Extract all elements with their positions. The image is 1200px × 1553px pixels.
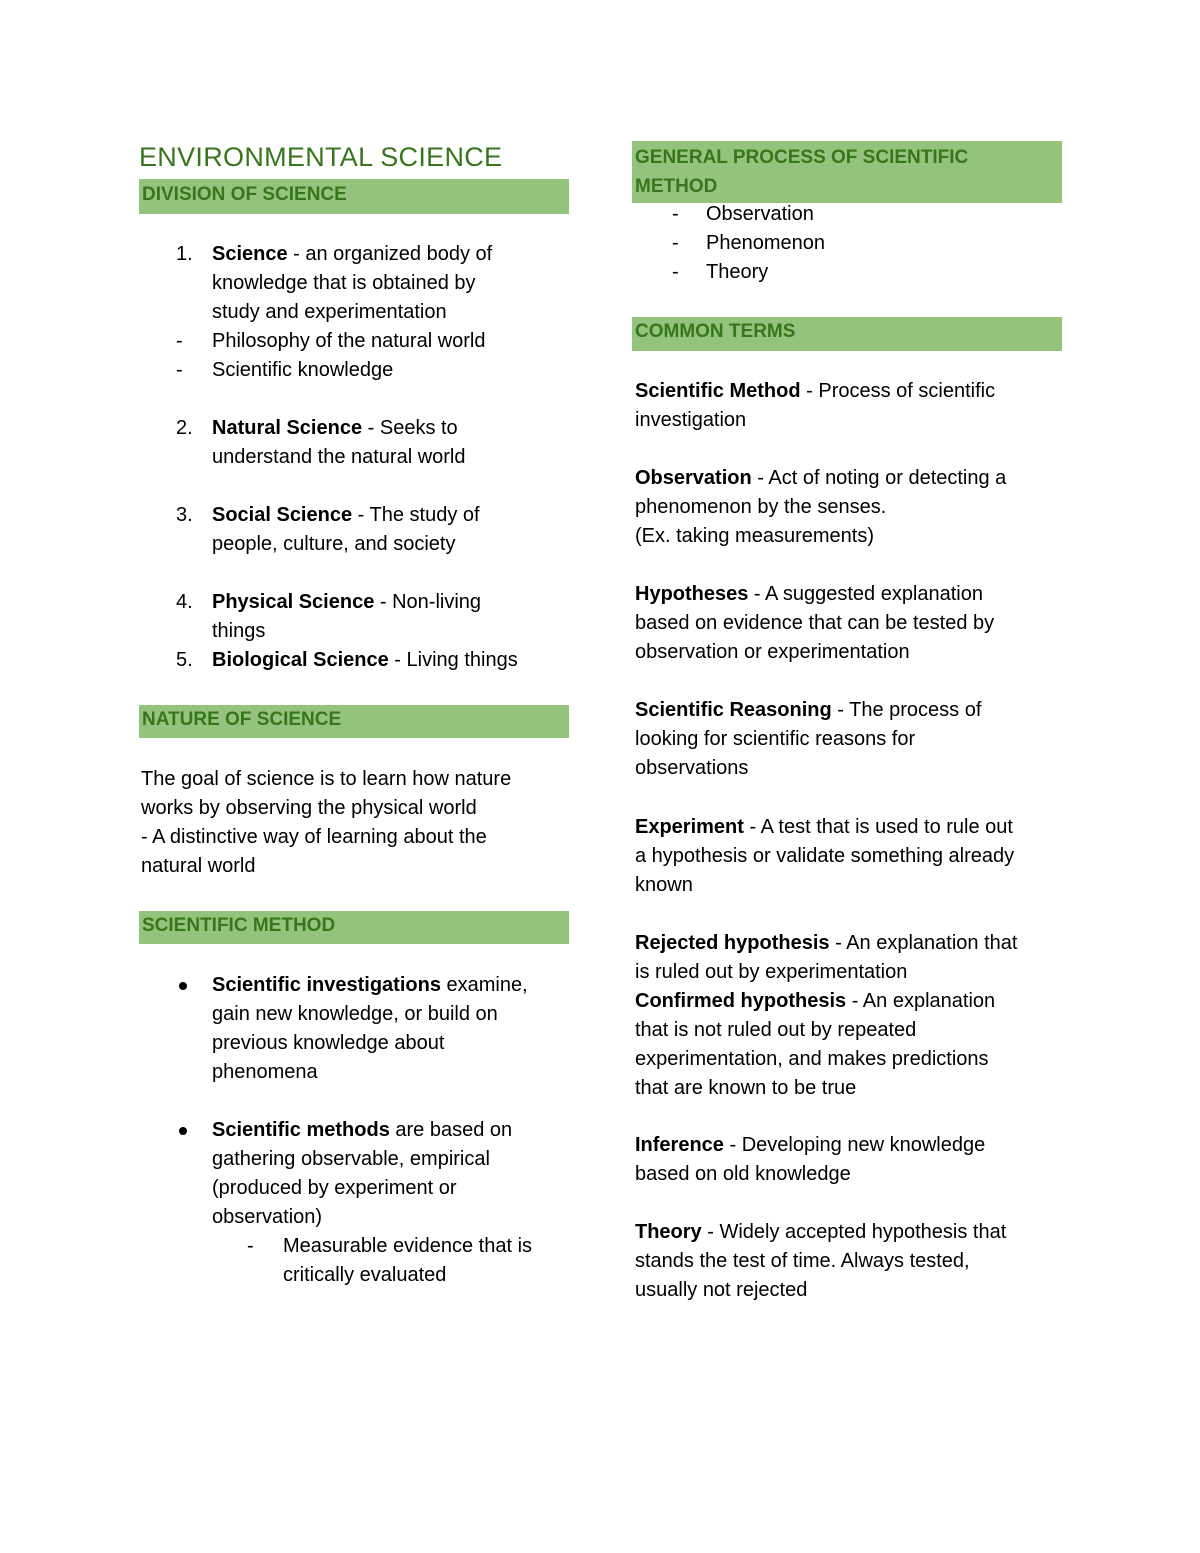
definition-line: gathering observable, empirical (212, 1148, 490, 1170)
definition: - Non-living (374, 591, 482, 613)
bullet-icon (179, 982, 187, 990)
term: Natural Science (212, 417, 363, 439)
definition-line: observations (635, 757, 749, 779)
dash-marker: - (247, 1235, 254, 1257)
definition: - A test that is used to rule out (743, 816, 1013, 838)
dash-marker: - (672, 261, 679, 283)
paragraph-line: The goal of science is to learn how nature (141, 768, 512, 790)
definition-line: observation) (212, 1206, 323, 1228)
term: Inference (635, 1134, 724, 1156)
process-item: Phenomenon (706, 232, 825, 254)
term: Physical Science (212, 591, 375, 613)
definition-line: investigation (635, 409, 747, 431)
term: Rejected hypothesis (635, 932, 830, 954)
definition: are based on (389, 1119, 513, 1141)
sub-item: Scientific knowledge (212, 359, 394, 381)
list-number: 1. (176, 243, 193, 265)
list-item-biological-science (212, 646, 518, 675)
term-entry (635, 580, 983, 609)
paragraph-line: natural world (141, 855, 256, 877)
definition-line: usually not rejected (635, 1279, 808, 1301)
list-item-natural-science (212, 414, 458, 443)
sub-item: critically evaluated (283, 1264, 447, 1286)
definition: - Living things (388, 649, 518, 671)
definition-line: known (635, 874, 693, 896)
list-item-physical-science (212, 588, 481, 617)
definition-line: phenomenon by the senses. (635, 496, 887, 518)
sub-item: Measurable evidence that is (283, 1235, 533, 1257)
heading-line: METHOD (635, 176, 718, 197)
heading-line: GENERAL PROCESS OF SCIENTIFIC (635, 147, 969, 168)
definition-line: things (212, 620, 266, 642)
term-entry (635, 696, 981, 725)
list-item-science (212, 240, 492, 269)
term-entry (635, 1218, 1006, 1247)
term-entry (635, 987, 995, 1016)
process-item: Observation (706, 203, 814, 225)
term: Theory (635, 1221, 702, 1243)
definition-line: that are known to be true (635, 1077, 857, 1099)
method-heading: SCIENTIFIC METHOD (139, 911, 569, 944)
definition: - A suggested explanation (748, 583, 983, 605)
term: Social Science (212, 504, 353, 526)
definition-line: people, culture, and society (212, 533, 456, 555)
list-number: 2. (176, 417, 193, 439)
definition-line: stands the test of time. Always tested, (635, 1250, 970, 1272)
definition-line: that is not ruled out by repeated (635, 1019, 917, 1041)
definition-line: is ruled out by experimentation (635, 961, 908, 983)
definition-line: (produced by experiment or (212, 1177, 457, 1199)
definition-line: experimentation, and makes predictions (635, 1048, 989, 1070)
definition: - an organized body of (287, 243, 493, 265)
bullet-icon (179, 1127, 187, 1135)
list-number: 3. (176, 504, 193, 526)
dash-marker: - (176, 359, 183, 381)
process-item: Theory (706, 261, 769, 283)
definition: - Widely accepted hypothesis that (701, 1221, 1007, 1243)
term: Science (212, 243, 288, 265)
definition-line: observation or experimentation (635, 641, 910, 663)
term-entry (635, 377, 995, 406)
definition-line: knowledge that is obtained by (212, 272, 476, 294)
common-terms-heading: COMMON TERMS (632, 317, 1062, 351)
definition-line: (Ex. taking measurements) (635, 525, 874, 547)
sub-item: Philosophy of the natural world (212, 330, 486, 352)
definition: - Process of scientific (800, 380, 996, 402)
list-item-social-science (212, 501, 480, 530)
term: Hypotheses (635, 583, 749, 605)
term-entry (635, 1131, 985, 1160)
definition: - Act of noting or detecting a (751, 467, 1007, 489)
term-entry (635, 813, 1013, 842)
term: Biological Science (212, 649, 389, 671)
dash-marker: - (672, 203, 679, 225)
definition: - An explanation that (829, 932, 1018, 954)
definition-line: phenomena (212, 1061, 318, 1083)
term: Scientific Reasoning (635, 699, 832, 721)
definition: - An explanation (846, 990, 996, 1012)
definition-line: based on evidence that can be tested by (635, 612, 995, 634)
definition-line: gain new knowledge, or build on (212, 1003, 498, 1025)
bullet-item (212, 1116, 512, 1145)
bullet-item (212, 971, 528, 1000)
dash-marker: - (672, 232, 679, 254)
definition: - The process of (831, 699, 982, 721)
definition-line: previous knowledge about (212, 1032, 445, 1054)
list-number: 4. (176, 591, 193, 613)
term: Confirmed hypothesis (635, 990, 847, 1012)
term: Scientific methods (212, 1119, 390, 1141)
definition-line: a hypothesis or validate something already (635, 845, 1015, 867)
term-entry (635, 464, 1006, 493)
definition-line: study and experimentation (212, 301, 447, 323)
paragraph-line: works by observing the physical world (141, 797, 477, 819)
division-heading: DIVISION OF SCIENCE (139, 179, 569, 214)
definition-line: based on old knowledge (635, 1163, 851, 1185)
term: Scientific Method (635, 380, 801, 402)
definition: examine, (440, 974, 528, 996)
term: Observation (635, 467, 752, 489)
dash-marker: - (176, 330, 183, 352)
paragraph-line: - A distinctive way of learning about the (141, 826, 487, 848)
list-number: 5. (176, 649, 193, 671)
definition: - Developing new knowledge (723, 1134, 986, 1156)
term-entry (635, 929, 1017, 958)
definition-line: looking for scientific reasons for (635, 728, 916, 750)
definition: - The study of (352, 504, 480, 526)
definition-line: understand the natural world (212, 446, 466, 468)
term: Scientific investigations (212, 974, 441, 996)
document-title: ENVIRONMENTAL SCIENCE (139, 142, 503, 172)
nature-heading: NATURE OF SCIENCE (139, 705, 569, 738)
definition: - Seeks to (362, 417, 458, 439)
term: Experiment (635, 816, 744, 838)
general-process-heading (632, 141, 1062, 203)
